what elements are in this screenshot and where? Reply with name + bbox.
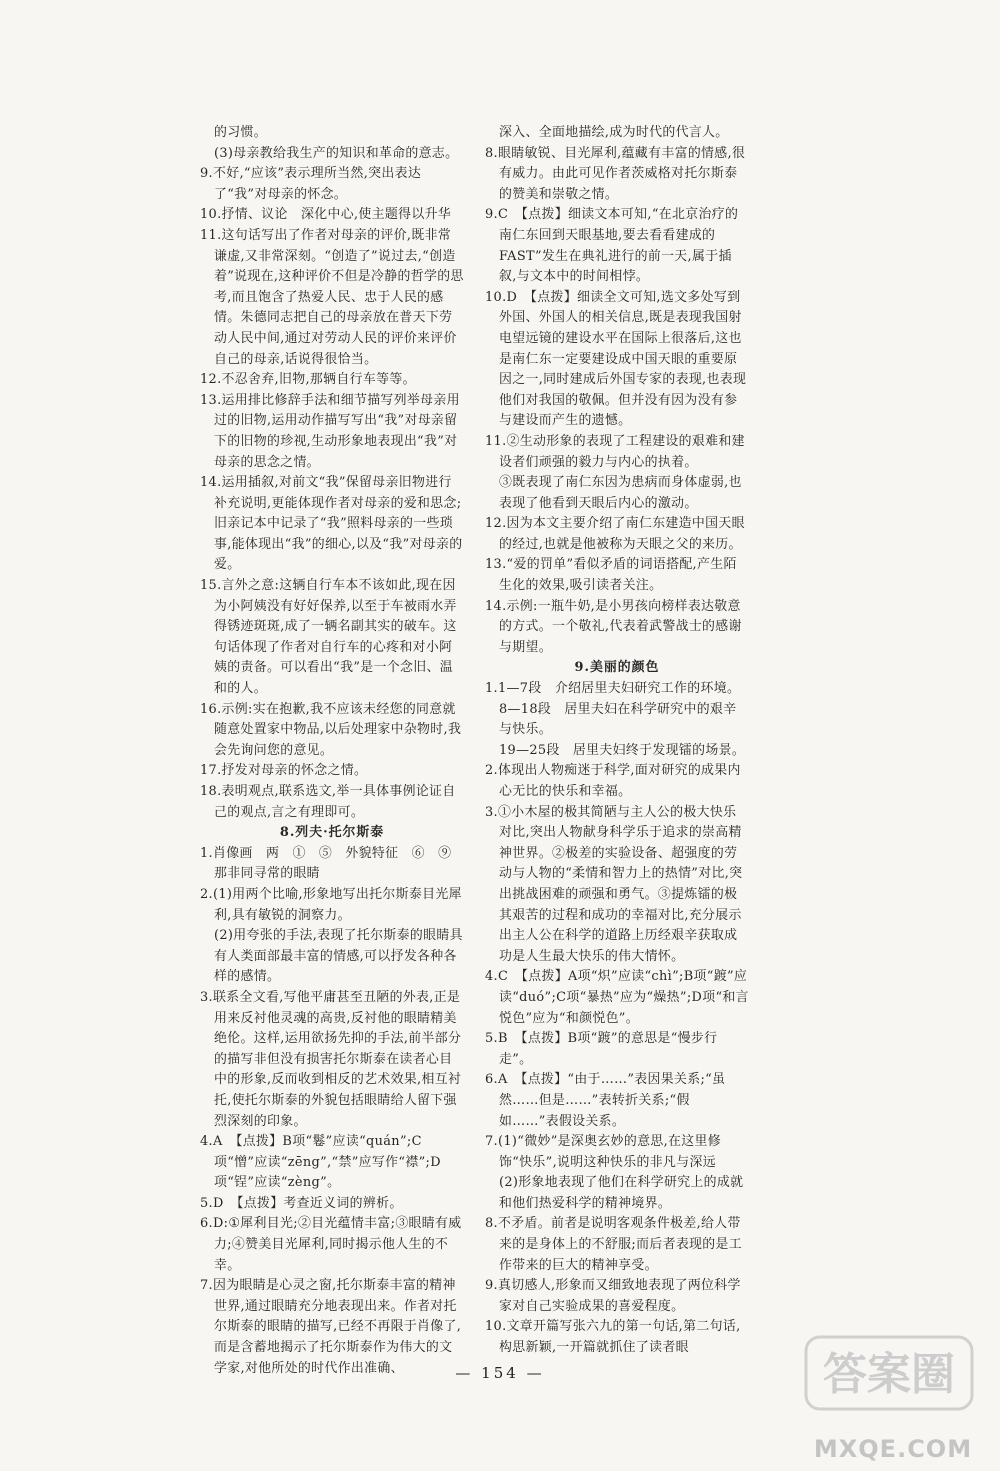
answer-item: 4.C 【点拨】A项“炽”应读“chì”;B项“踱”应读“duó”;C项“暴热”应为“燥热”;D项“和言悦色”应为“和颜悦色”。: [485, 969, 749, 1026]
answer-item: 19—25段 居里夫妇终于发现镭的场景。: [499, 742, 746, 758]
answer-item: 6.D:①犀利目光;②目光蕴情丰富;③眼睛有威力;④赞美目光犀利,同时揭示他人生的不幸。: [200, 1216, 462, 1273]
answer-item: 9.不好,“应该”表示理所当然,突出表达了“我”对母亲的怀念。: [200, 166, 422, 202]
right-column: [485, 123, 749, 1359]
answer-item: 的习惯。: [214, 125, 267, 140]
svg-text:答案圈: 答案圈: [823, 1349, 955, 1400]
answer-item: 9.真切感人,形象而又细致地表现了两位科学家对自己实验成果的喜爱程度。: [485, 1278, 741, 1314]
answer-item: 4.A 【点拨】B项“鬈”应读“quán”;C项“憎”应读“zēng”,“禁”应写作“襟”;D项“锃”应读“zèng”。: [200, 1134, 441, 1191]
answer-item: 1.1—7段 介绍居里夫妇研究工作的环境。: [485, 681, 741, 697]
answer-item: 10.文章开篇写张六九的第一句话,第二句话,构思新颖,一开篇就抓住了读者眼: [485, 1319, 741, 1356]
answer-item: 8.眼睛敏锐、目光犀利,蕴藏有丰富的情感,很有威力。由此可见作者茨威格对托尔斯泰的赞美和崇敬之情。: [485, 145, 746, 202]
answer-item: 10.抒情、议论 深化中心,使主题得以升华: [200, 207, 452, 223]
answer-item: 14.示例:一瓶牛奶,是小男孩向榜样表达敬意的方式。一个敬礼,代表着武警战士的感谢与期望。: [485, 598, 742, 655]
left-column: [200, 123, 464, 1379]
section-heading: 8.列夫·托尔斯泰: [279, 825, 385, 841]
answer-item: 3.①小木屋的极其简陋与主人公的极大快乐对比,突出人物献身科学乐于追求的崇高精神世界。②极差的实验设备、超强度的劳动与人物的“柔情和智力上的热情”对比,突出挑战困难的顽强和勇气。③提炼镭的极其艰苦的过程和成功的幸福对比,充分展示出主人公在科学的道路上历经艰辛获取成功是人生最大快乐的伟大情怀。: [485, 804, 743, 964]
answer-item: 15.言外之意:这辆自行车本不该如此,现在因为小阿姨没有好好保养,以至于车被雨水弄得锈迹斑斑,成了一辆名副其实的破车。这句话体现了作者对自行车的心疼和对小阿姨的责备。可以看出“我”是一个念旧、温和的人。: [200, 578, 457, 697]
page-number: — 154 —: [455, 1364, 545, 1382]
answer-item: (3)母亲教给我生产的知识和革命的意志。: [214, 145, 459, 161]
answer-item: 12.因为本文主要介绍了南仁东建造中国天眼的经过,也就是他被称为天眼之父的来历。: [485, 516, 745, 552]
answer-item: 7.(1)“微妙”是深奥玄妙的意思,在这里修饰“快乐”,说明这种快乐的非凡与深远: [485, 1134, 722, 1170]
answer-item: 9.C 【点拨】细读文本可知,“在北京治疗的南仁东回到天眼基地,要去看看建成的FAST”发生在典礼进行的前一天,属于插叙,与文本中的时间相悖。: [485, 207, 739, 285]
answer-item: 14.运用插叙,对前文“我”保留母亲旧物进行补充说明,更能体现作者对母亲的爱和思念;旧亲记本中记录了“我”照料母亲的一些琐事,能体现出“我”的细心,以及“我”对母亲的爱。: [200, 475, 463, 573]
answer-item: 18.表明观点,联系选文,举一具体事例论证自己的观点,言之有理即可。: [200, 784, 456, 820]
answer-item: 6.A 【点拨】“由于……”表因果关系;“虽然……但是……”表转折关系;“假如……”表假设关系。: [485, 1072, 726, 1129]
answer-item: 2.(1)用两个比喻,形象地写出托尔斯泰目光犀利,具有敏锐的洞察力。: [200, 886, 462, 923]
answer-item: ③既表现了南仁东因为患病而身体虚弱,也表现了他看到天眼后内心的激动。: [499, 475, 742, 511]
answer-item: 7.因为眼睛是心灵之窗,托尔斯泰丰富的精神世界,通过眼睛充分地表现出来。作者对托尔斯泰的眼睛的描写,已经不再限于肖像了,而是含蓄地揭示了托尔斯泰作为伟大的文学家,对他所处的时代作出准确、: [200, 1278, 462, 1376]
answer-item: 深入、全面地描绘,成为时代的代言人。: [499, 125, 729, 140]
answer-item: 11.这句话写出了作者对母亲的评价,既非常谦虚,又非常深刻。“创造了”说过去,“创造着”说现在,这种评价不但是冷静的哲学的思考,而且饱含了热爱人民、忠于人民的感情。朱德同志把自己的母亲放在普天下劳动人民中间,通过对劳动人民的评价来评价自己的母亲,话说得很恰当。: [200, 227, 464, 367]
section-heading: 9.美丽的颜色: [574, 660, 660, 676]
watermark-url: MXQE.COM: [813, 1435, 973, 1463]
answer-item: 13.“爱的罚单”看似矛盾的词语搭配,产生陌生化的效果,吸引读者关注。: [485, 557, 737, 594]
watermark: [798, 1333, 988, 1463]
answer-item: (2)形象地表现了他们在科学研究上的成就和他们热爱科学的精神境界。: [499, 1175, 744, 1211]
answer-item: 3.联系全文看,写他平庸甚至丑陋的外表,正是用来反衬他灵魂的高贵,反衬他的眼睛精美绝伦。这样,运用欲扬先抑的手法,前半部分的描写非但没有损害托尔斯泰在读者心目中的形象,反而收到相反的艺术效果,相互衬托,使托尔斯泰的外貌包括眼睛给人留下强烈深刻的印象。: [200, 989, 462, 1129]
answer-item: 13.运用排比修辞手法和细节描写列举母亲用过的旧物,运用动作描写写出“我”对母亲留下的旧物的珍视,生动形象地表现出“我”对母亲的思念之情。: [200, 392, 460, 470]
watermark-logo-icon: [804, 1333, 974, 1413]
answer-item: 8.不矛盾。前者是说明客观条件极差,给人带来的是身体上的不舒服;而后者表现的是工作带来的巨大的精神享受。: [485, 1216, 743, 1273]
answer-item: 1.肖像画 两 ① ⑤ 外貌特征 ⑥ ⑨ 那非同寻常的眼睛: [200, 845, 465, 882]
answer-item: 5.D 【点拨】考查近义词的辨析。: [200, 1195, 403, 1211]
answer-item: 12.不忍舍弃,旧物,那辆自行车等等。: [200, 372, 416, 388]
answer-item: 5.B 【点拨】B项“踱”的意思是“慢步行走”。: [485, 1031, 718, 1067]
answer-item: 10.D 【点拨】细读全文可知,选文多处写到外国、外国人的相关信息,既是表现我国射电望远镜的建设水平在国际上很落后,这也是南仁东一定要建设成中国天眼的重要原因之一,同时建成后外国专家的表现,也表现他们对我国的敬佩。但并没有因为没有参与建设而产生的遗憾。: [485, 289, 747, 429]
answer-item: 16.示例:实在抱歉,我不应该未经您的同意就随意处置家中物品,以后处理家中杂物时,我会先询问您的意见。: [200, 701, 462, 758]
answer-item: 8—18段 居里夫妇在科学研究中的艰辛与快乐。: [499, 701, 737, 738]
answer-item: 2.体现出人物痴迷于科学,面对研究的成果内心无比的快乐和幸福。: [485, 763, 741, 799]
answer-item: 17.抒发对母亲的怀念之情。: [200, 763, 368, 779]
answer-item: 11.②生动形象的表现了工程建设的艰难和建设者们顽强的毅力与内心的执着。: [485, 433, 745, 470]
answer-item: (2)用夸张的手法,表现了托尔斯泰的眼睛具有人类面部最丰富的情感,可以抒发各种各样的感情。: [214, 928, 463, 985]
